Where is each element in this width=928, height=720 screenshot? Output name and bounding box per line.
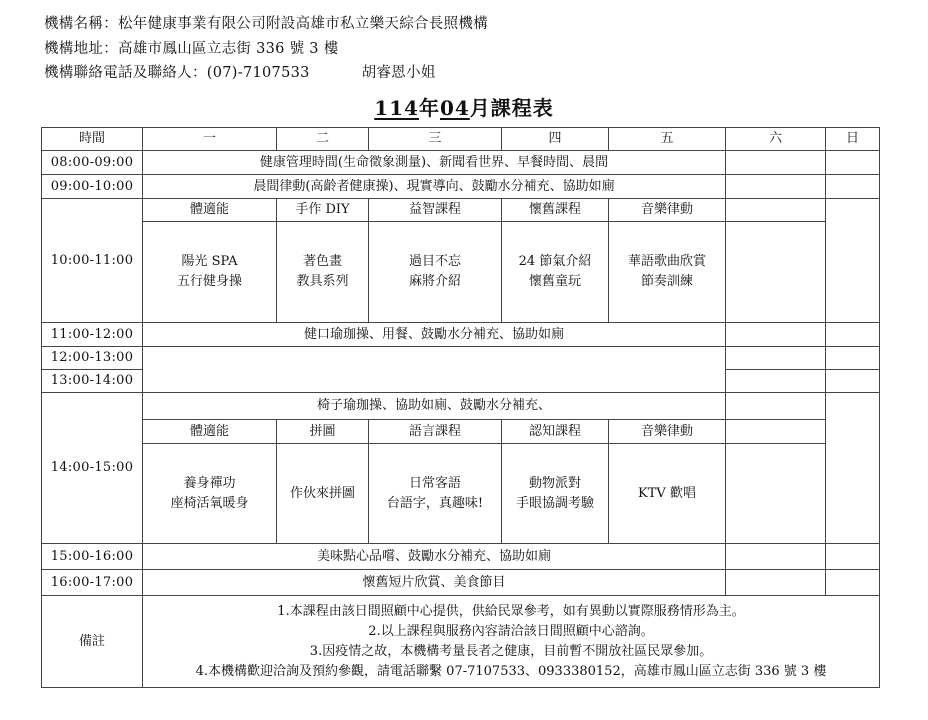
sat-1400-intro — [726, 393, 826, 420]
row-1200 — [42, 347, 880, 370]
detail-fri-1400 — [609, 444, 726, 544]
note-item: 3.因疫情之故，本機構考量長者之健康，目前暫不開放社區民眾參加。 — [309, 643, 713, 659]
detail-line: 著色畫 — [302, 254, 342, 269]
notes-row — [42, 596, 880, 688]
detail-line: 陽光 SPA — [181, 254, 238, 269]
detail-fri-1000 — [609, 222, 726, 323]
activity-1600: 懷舊短片欣賞、美食節目 — [143, 570, 726, 596]
title-year: 114 — [374, 96, 419, 120]
schedule-title — [0, 92, 928, 121]
note-item: 2.以上課程與服務內容請洽該日間照顧中心諮詢。 — [368, 623, 654, 639]
detail-line: 五行健身操 — [176, 274, 242, 289]
category-fri-1400: 音樂律動 — [609, 420, 726, 444]
sat-1000-category — [726, 199, 826, 222]
sun-1100 — [826, 323, 880, 347]
detail-line: 日常客語 — [408, 475, 461, 491]
row-1400-intro — [42, 393, 880, 420]
time-0900: 09:00-10:00 — [42, 175, 143, 199]
header-wed: 三 — [369, 128, 502, 151]
header-mon: 一 — [143, 128, 277, 151]
detail-line: 養身禪功 — [183, 475, 236, 491]
time-1000: 10:00-11:00 — [42, 199, 143, 323]
sun-1000 — [826, 199, 880, 323]
category-mon-1000: 體適能 — [143, 199, 277, 222]
category-thu-1400: 認知課程 — [502, 420, 609, 444]
sun-1400 — [826, 393, 880, 544]
sat-1400-category — [726, 420, 826, 444]
detail-line: 麻將介紹 — [408, 274, 461, 289]
sat-0900 — [726, 175, 826, 199]
row-1000-details — [42, 222, 880, 323]
title-month: 04 — [439, 96, 470, 120]
category-tue-1400: 拼圖 — [277, 420, 369, 444]
detail-line: 華語歌曲欣賞 — [627, 254, 706, 269]
detail-tue-1000 — [277, 222, 369, 323]
schedule-table — [41, 127, 880, 688]
detail-line: 教具系列 — [296, 274, 349, 289]
detail-line: 懷舊童玩 — [528, 274, 581, 289]
row-0800 — [42, 151, 880, 175]
sun-0900 — [826, 175, 880, 199]
notes-list — [143, 596, 880, 688]
activity-0900: 晨間律動(高齡者健康操)、現實導向、鼓勵水分補充、協助如廁 — [143, 175, 726, 199]
sat-1400-detail — [726, 444, 826, 544]
detail-line: 座椅活氧暖身 — [170, 495, 249, 511]
detail-line: 24 節氣介紹 — [518, 254, 592, 269]
category-tue-1000: 手作 DIY — [277, 199, 369, 222]
category-wed-1000: 益智課程 — [369, 199, 502, 222]
activity-0800: 健康管理時間(生命徵象測量)、新聞看世界、早餐時間、晨間 — [143, 151, 726, 175]
sat-1000-detail — [726, 222, 826, 323]
activity-1400-intro: 椅子瑜珈操、協助如廁、鼓勵水分補充、 — [143, 393, 726, 420]
sun-1600 — [826, 570, 880, 596]
detail-mon-1400 — [143, 444, 277, 544]
note-item: 1.本課程由該日間照顧中心提供，供給民眾參考，如有異動以實際服務情形為主。 — [277, 603, 745, 619]
title-month-suffix: 月課程表 — [469, 96, 554, 120]
header-sun: 日 — [826, 128, 880, 151]
time-0800: 08:00-09:00 — [42, 151, 143, 175]
activity-1100: 健口瑜珈操、用餐、鼓勵水分補充、協助如廁 — [143, 323, 726, 347]
header-time: 時間 — [42, 128, 143, 151]
sun-1500 — [826, 544, 880, 570]
time-1500: 15:00-16:00 — [42, 544, 143, 570]
detail-mon-1000 — [143, 222, 277, 323]
row-1000-categories — [42, 199, 880, 222]
category-thu-1000: 懷舊課程 — [502, 199, 609, 222]
title-year-suffix: 年 — [418, 96, 440, 120]
institution-phone: 機構聯絡電話及聯絡人：(07)-7107533 — [44, 65, 310, 81]
row-1500 — [42, 544, 880, 570]
category-mon-1400: 體適能 — [143, 420, 277, 444]
detail-line: KTV 歡唱 — [638, 485, 696, 501]
time-1200: 12:00-13:00 — [42, 347, 143, 370]
time-1600: 16:00-17:00 — [42, 570, 143, 596]
time-1100: 11:00-12:00 — [42, 323, 143, 347]
activity-lunch — [143, 347, 726, 393]
sun-1200 — [826, 347, 880, 370]
detail-line: 節奏訓練 — [640, 274, 693, 289]
institution-name: 機構名稱：松年健康事業有限公司附設高雄市私立樂天綜合長照機構 — [44, 16, 488, 32]
header-thu: 四 — [502, 128, 609, 151]
detail-wed-1000 — [369, 222, 502, 323]
institution-phone-line — [44, 61, 436, 82]
row-0900 — [42, 175, 880, 199]
sat-1500 — [726, 544, 826, 570]
time-1400: 14:00-15:00 — [42, 393, 143, 544]
sun-1300 — [826, 370, 880, 393]
sat-1600 — [726, 570, 826, 596]
detail-thu-1000 — [502, 222, 609, 323]
sun-0800 — [826, 151, 880, 175]
row-1600 — [42, 570, 880, 596]
row-1400-categories — [42, 420, 880, 444]
note-item: 4.本機構歡迎洽詢及預約參觀，請電話聯繫 07-7107533、0933380152，高雄市鳳山區立志街 336 號 3 樓 — [195, 663, 827, 679]
sat-1300 — [726, 370, 826, 393]
row-1100 — [42, 323, 880, 347]
sat-1100 — [726, 323, 826, 347]
activity-1500: 美味點心品嚐、鼓勵水分補充、協助如廁 — [143, 544, 726, 570]
notes-label: 備註 — [42, 596, 143, 688]
detail-line: 作伙來拼圖 — [289, 485, 355, 501]
contact-person: 胡睿恩小姐 — [361, 65, 436, 81]
time-1300: 13:00-14:00 — [42, 370, 143, 393]
category-wed-1400: 語言課程 — [369, 420, 502, 444]
category-fri-1000: 音樂律動 — [609, 199, 726, 222]
detail-line: 台語字，真趣味! — [386, 495, 484, 511]
header-fri: 五 — [609, 128, 726, 151]
sat-1200 — [726, 347, 826, 370]
row-1400-details — [42, 444, 880, 544]
sat-0800 — [726, 151, 826, 175]
detail-wed-1400 — [369, 444, 502, 544]
detail-line: 動物派對 — [528, 475, 581, 491]
detail-line: 手眼協調考驗 — [515, 495, 594, 511]
header-tue: 二 — [277, 128, 369, 151]
day-header-row — [42, 128, 880, 151]
detail-tue-1400 — [277, 444, 369, 544]
institution-address: 機構地址：高雄市鳳山區立志街 336 號 3 樓 — [44, 41, 339, 57]
detail-thu-1400 — [502, 444, 609, 544]
detail-line: 過目不忘 — [408, 254, 461, 269]
header-sat: 六 — [726, 128, 826, 151]
